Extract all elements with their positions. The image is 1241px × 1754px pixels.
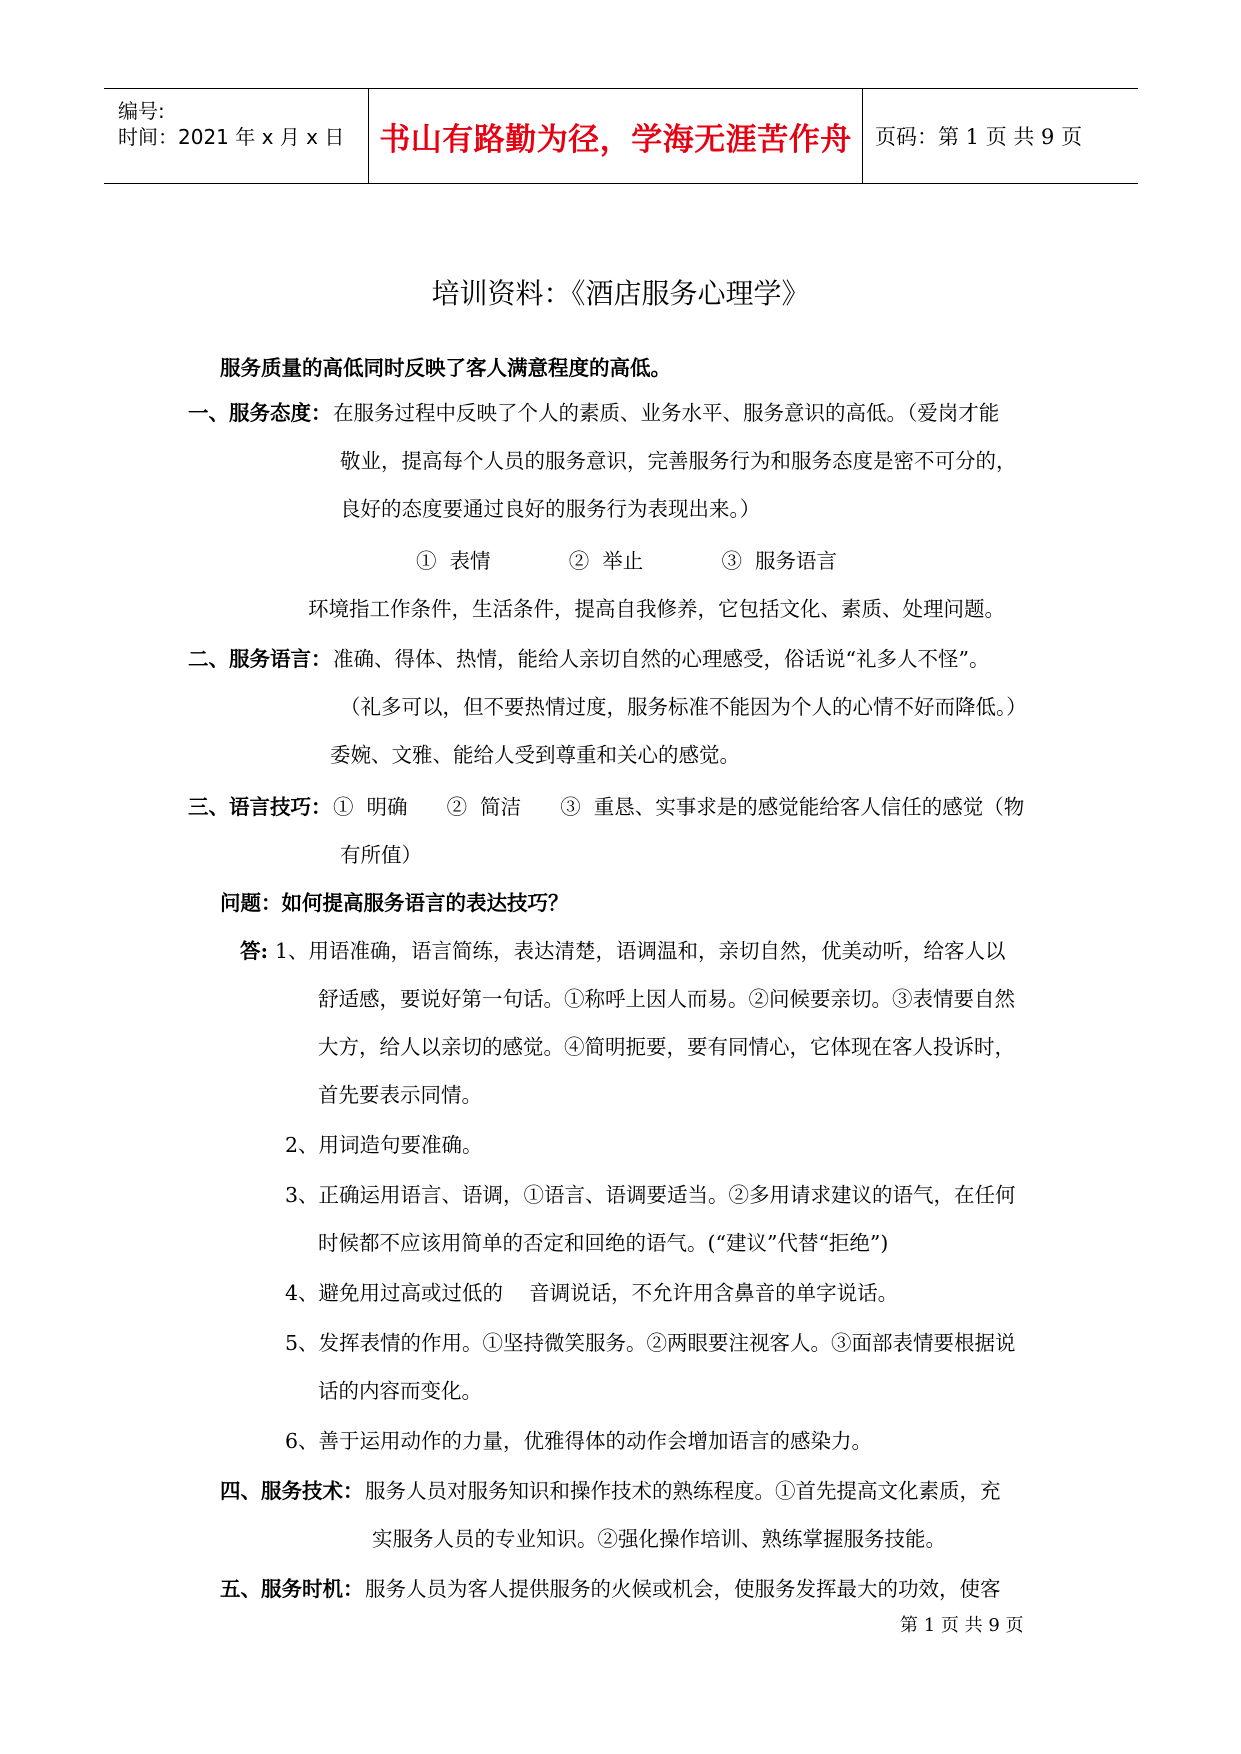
page-footer: 第 1 页 共 9 页 bbox=[900, 1615, 1024, 1636]
header-left-cell bbox=[104, 89, 368, 183]
question-text: 问题：如何提高服务语言的表达技巧？ bbox=[220, 891, 569, 915]
header-page-label: 页码：第 1 页 共 9 页 bbox=[875, 125, 1083, 149]
page-header bbox=[104, 88, 1138, 184]
answer-1-line-1: 1、用语准确，语言简练，表达清楚，语调温和，亲切自然，优美动听，给客人以 bbox=[275, 939, 1006, 963]
section-4-heading: 四、服务技术： bbox=[220, 1479, 364, 1503]
section-3-heading: 三、语言技巧： bbox=[188, 795, 332, 819]
document-number-label: 编号: bbox=[118, 99, 165, 123]
section-5-heading: 五、服务时机： bbox=[220, 1577, 364, 1601]
section-5-line-1: 服务人员为客人提供服务的火候或机会，使服务发挥最大的功效，使客 bbox=[365, 1577, 1001, 1601]
section-1-line-1: 在服务过程中反映了个人的素质、业务水平、服务意识的高低。（爱岗才能 bbox=[333, 401, 1000, 425]
answer-2: 2、用词造句要准确。 bbox=[285, 1133, 483, 1157]
section-1-environment: 环境指工作条件，生活条件，提高自我修养，它包括文化、素质、处理问题。 bbox=[308, 597, 1005, 621]
header-motto-cell bbox=[368, 89, 863, 183]
answer-5-line-1: 5、发挥表情的作用。①坚持微笑服务。②两眼要注视客人。③面部表情要根据说 bbox=[285, 1331, 1016, 1355]
intro-text: 服务质量的高低同时反映了客人满意程度的高低。 bbox=[220, 356, 671, 380]
answer-1-line-2: 舒适感，要说好第一句话。①称呼上因人而易。②问候要亲切。③表情要自然 bbox=[318, 987, 1015, 1011]
answer-1-line-3: 大方，给人以亲切的感觉。④简明扼要，要有同情心，它体现在客人投诉时， bbox=[318, 1035, 1015, 1059]
header-motto: 书山有路勤为径，学海无涯苦作舟 bbox=[379, 121, 852, 158]
section-1-heading: 一、服务态度： bbox=[188, 401, 332, 425]
section-2-line-3: 委婉、文雅、能给人受到尊重和关心的感觉。 bbox=[330, 743, 740, 767]
answer-4: 4、避免用过高或过低的 音调说话，不允许用含鼻音的单字说话。 bbox=[285, 1281, 899, 1305]
answer-6: 6、善于运用动作的力量，优雅得体的动作会增加语言的感染力。 bbox=[285, 1429, 873, 1453]
section-1-line-2: 敬业，提高每个人员的服务意识，完善服务行为和服务态度是密不可分的， bbox=[340, 449, 1017, 473]
section-2-line-2: （礼多可以，但不要热情过度，服务标准不能因为个人的心情不好而降低。） bbox=[340, 695, 1027, 719]
section-2-line-1: 准确、得体、热情，能给人亲切自然的心理感受，俗话说“礼多人不怪”。 bbox=[333, 647, 990, 671]
section-4-line-1: 服务人员对服务知识和操作技术的熟练程度。①首先提高文化素质，充 bbox=[365, 1479, 1001, 1503]
section-1-line-3: 良好的态度要通过良好的服务行为表现出来。） bbox=[340, 497, 761, 521]
section-1-items: ① 表情 ② 举止 ③ 服务语言 bbox=[416, 549, 837, 573]
answer-label: 答: bbox=[240, 939, 269, 963]
answer-3-line-1: 3、正确运用语言、语调，①语言、语调要适当。②多用请求建议的语气，在任何 bbox=[285, 1183, 1016, 1207]
answer-3-line-2: 时候都不应该用简单的否定和回绝的语气。(“建议”代替“拒绝”) bbox=[318, 1231, 889, 1255]
answer-1-line-4: 首先要表示同情。 bbox=[318, 1083, 482, 1107]
section-3-line-2: 有所值） bbox=[340, 843, 422, 867]
answer-5-line-2: 话的内容而变化。 bbox=[318, 1379, 482, 1403]
section-3-line-1: ① 明确 ② 简洁 ③ 重恳、实事求是的感觉能给客人信任的感觉（物 bbox=[333, 795, 1025, 819]
document-time-label: 时间：2021 年 x 月 x 日 bbox=[118, 125, 345, 149]
section-2-heading: 二、服务语言： bbox=[188, 647, 332, 671]
section-4-line-2: 实服务人员的专业知识。②强化操作培训、熟练掌握服务技能。 bbox=[372, 1527, 946, 1551]
document-title: 培训资料：《酒店服务心理学》 bbox=[431, 277, 810, 310]
